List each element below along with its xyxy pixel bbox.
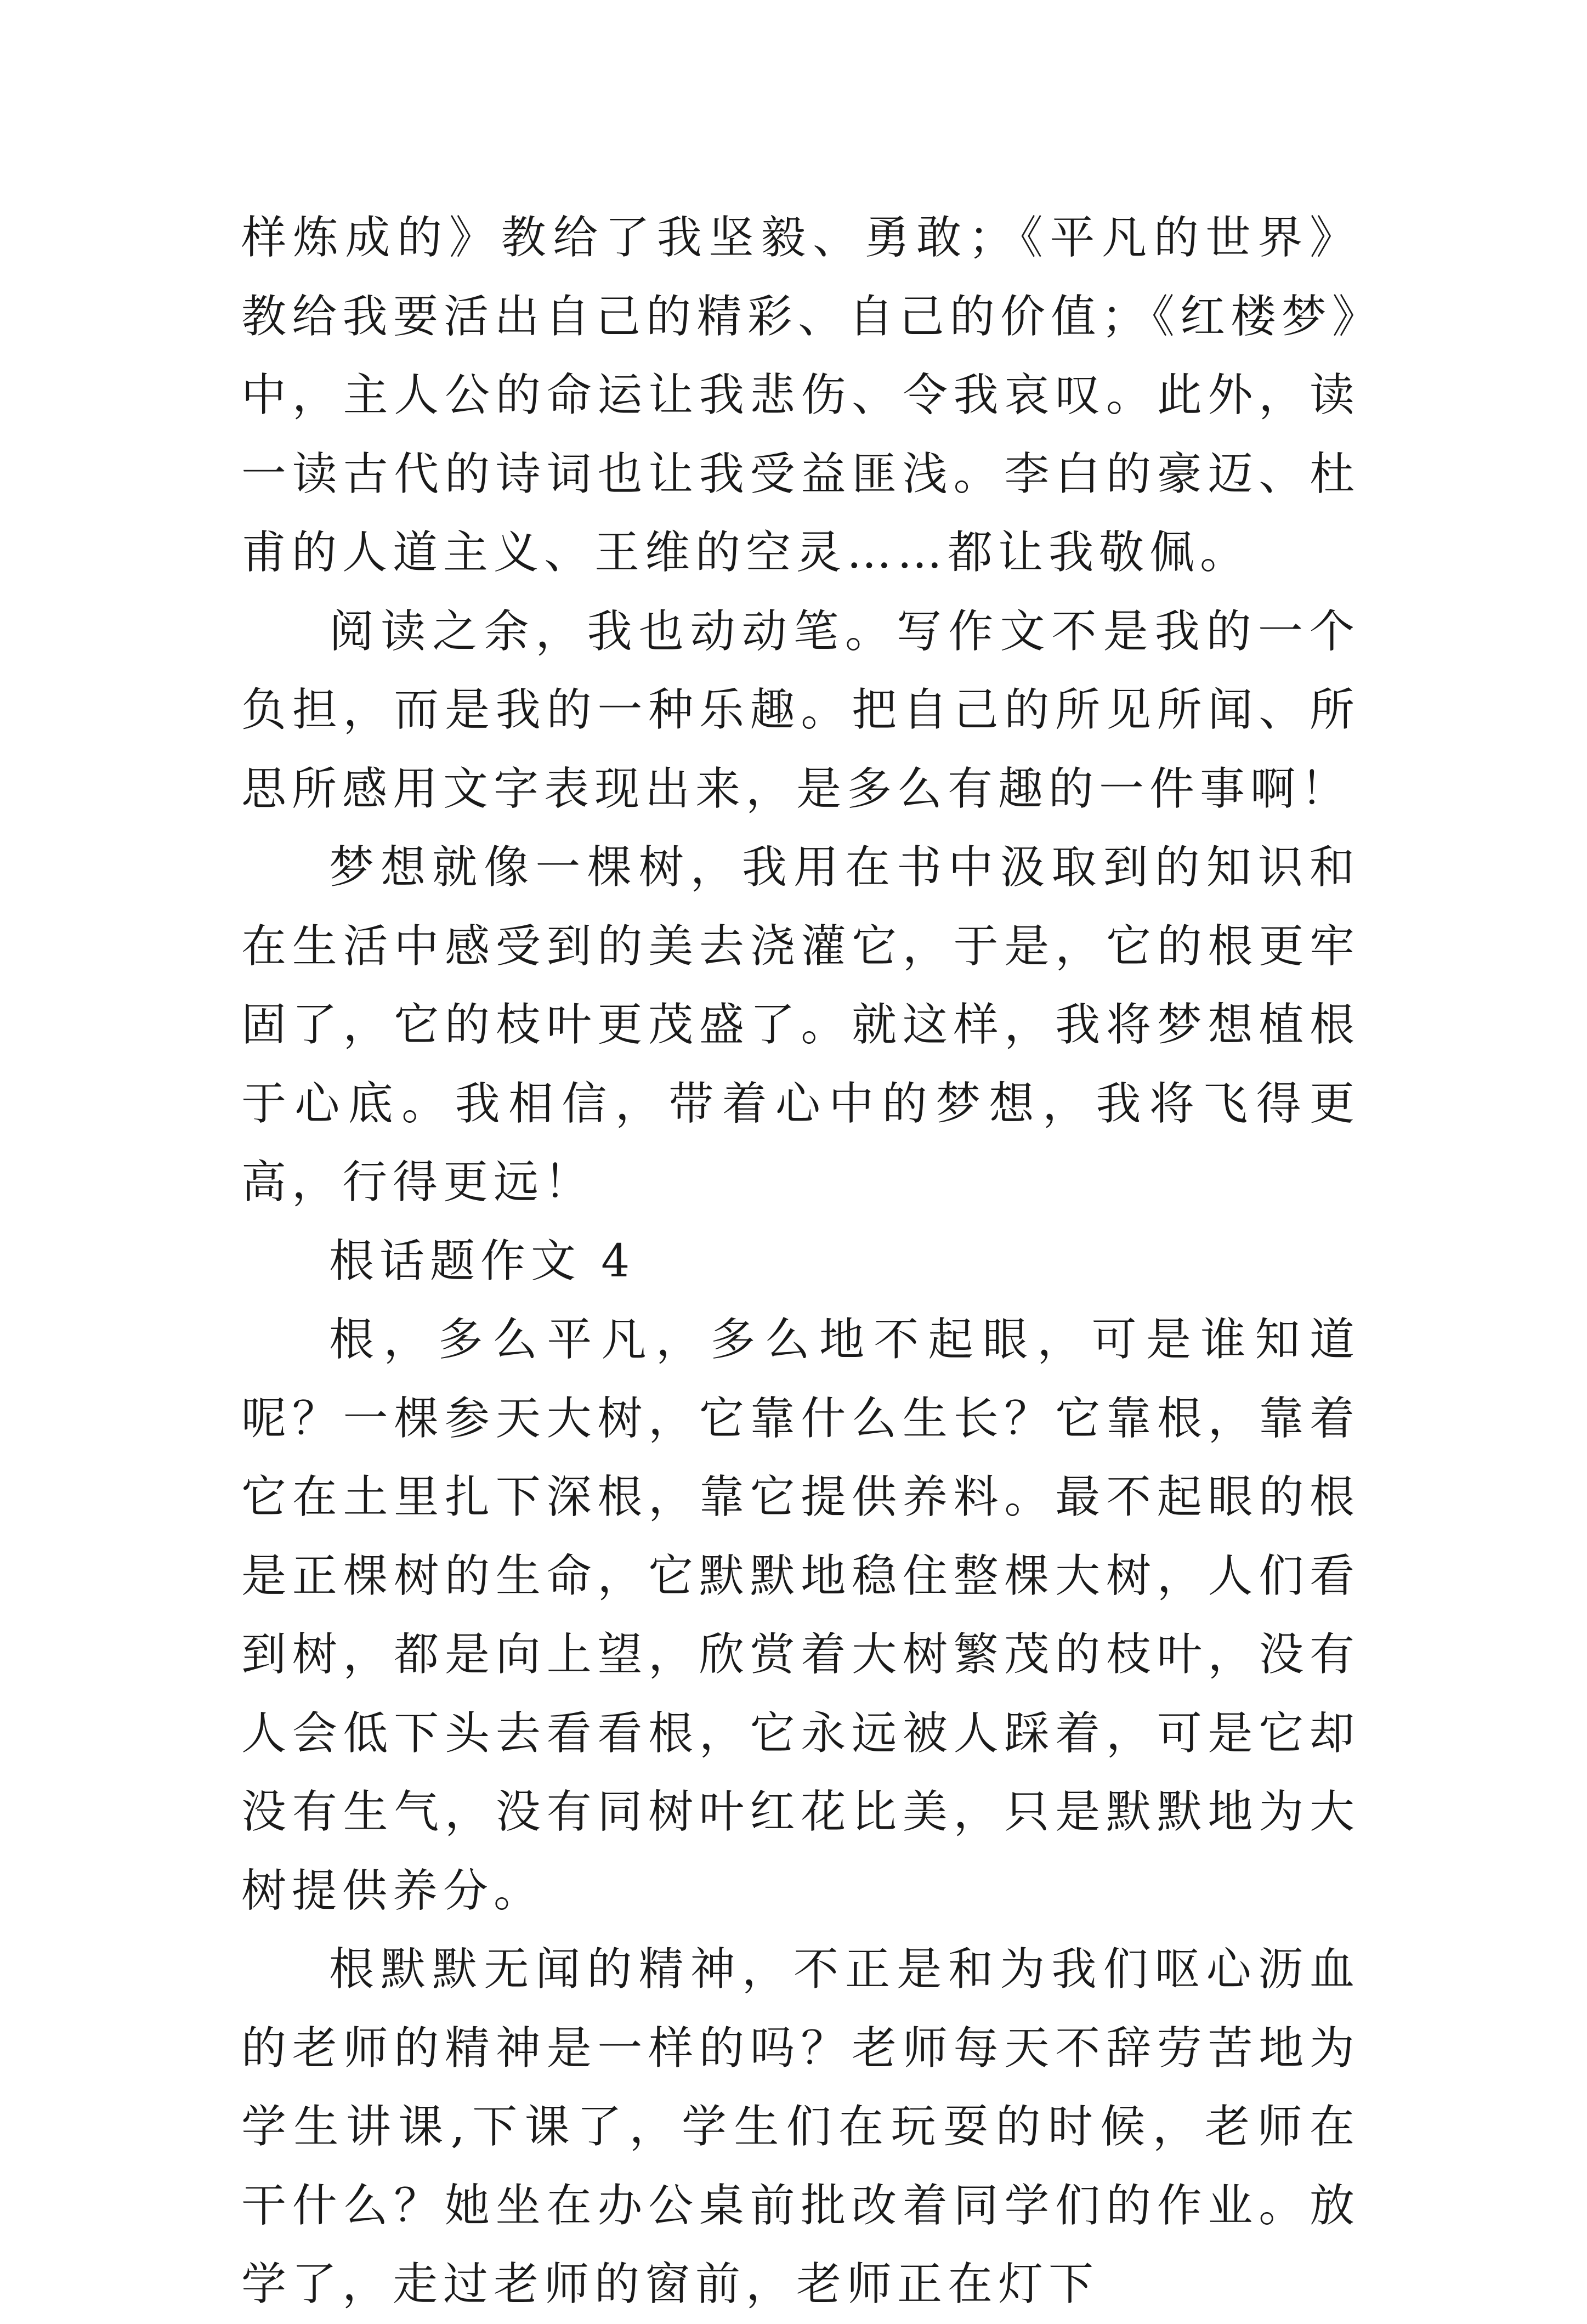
paragraph-root-teacher: 根默默无闻的精神，不正是和为我们呕心沥血的老师的精神是一样的吗？老师每天不辞劳苦地为学生讲课,下课了，学生们在玩耍的时候，老师在干什么？她坐在办公桌前批改着同学们的作业。放学了，走过老师的窗前，老师正在灯下 — [241, 1943, 1360, 2310]
paragraph-dream-tree: 梦想就像一棵树，我用在书中汲取到的知识和在生活中感受到的美去浇灌它，于是，它的根更牢固了，它的枝叶更茂盛了。就这样，我将梦想植根于心底。我相信，带着心中的梦想，我将飞得更高，行得更远！ — [241, 841, 1360, 1208]
paragraph-book-reflections: 样炼成的》教给了我坚毅、勇敢；《平凡的世界》教给我要活出自己的精彩、自己的价值；《红楼梦》中，主人公的命运让我悲伤、令我哀叹。此外，读一读古代的诗词也让我受益匪浅。李白的豪迈、杜甫的人道主义、王维的空灵……都让我敬佩。 — [241, 212, 1360, 579]
document-body — [241, 199, 1360, 2324]
paragraph-writing-interest: 阅读之余，我也动动笔。写作文不是我的一个负担，而是我的一种乐趣。把自己的所见所闻、所思所感用文字表现出来，是多么有趣的一件事啊！ — [241, 605, 1360, 815]
paragraph-root-ordinary: 根，多么平凡，多么地不起眼，可是谁知道呢？一棵参天大树，它靠什么生长？它靠根，靠着它在土里扎下深根，靠它提供养料。最不起眼的根是正棵树的生命，它默默地稳住整棵大树，人们看到树，都是向上望，欣赏着大树繁茂的枝叶，没有人会低下头去看看根，它永远被人踩着，可是它却没有生气，没有同树叶红花比美，只是默默地为大树提供养分。 — [241, 1314, 1360, 1917]
section-heading-essay-4: 根话题作文 4 — [329, 1235, 636, 1287]
